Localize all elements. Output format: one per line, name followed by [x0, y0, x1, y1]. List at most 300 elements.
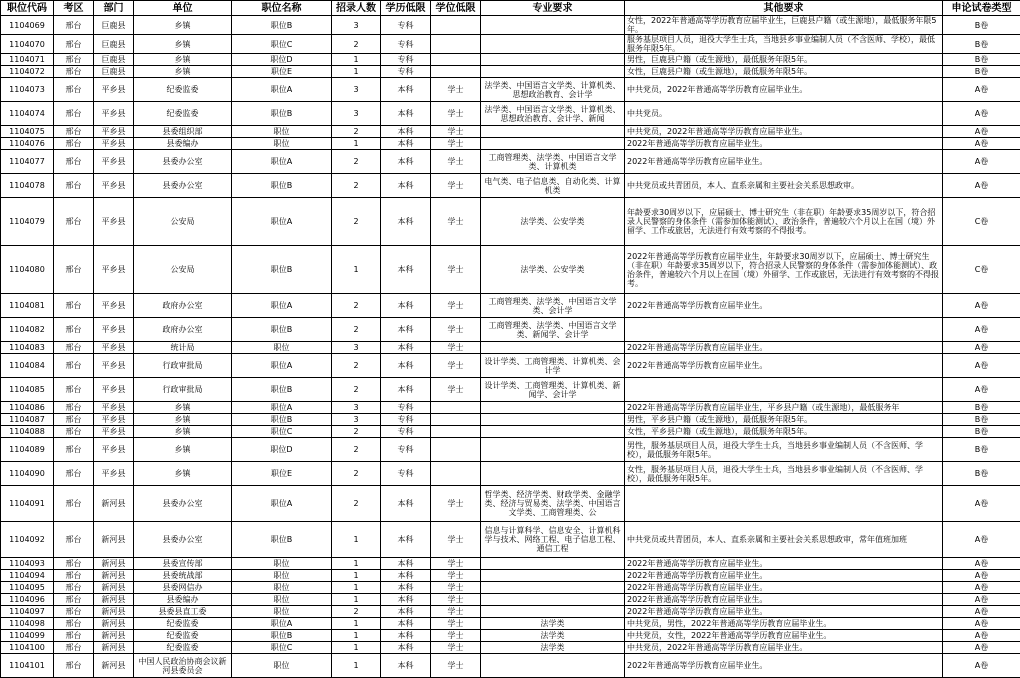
- cell-education: 专科: [381, 54, 431, 66]
- cell-other: 2022年普通高等学历教育应届毕业生。: [625, 138, 943, 150]
- cell-major: 工商管理类、法学类、中国语言文学类、会计学: [481, 294, 625, 318]
- table-row: [1, 642, 1020, 654]
- cell-position: 职位A: [232, 198, 332, 246]
- cell-degree: 学士: [431, 318, 481, 342]
- cell-count: 2: [332, 174, 381, 198]
- cell-other: 中共党员，2022年普通高等学历教育应届毕业生。: [625, 78, 943, 102]
- cell-major: 法学类、公安学类: [481, 246, 625, 294]
- cell-unit: 公安局: [134, 198, 232, 246]
- cell-other: 女性，2022年普通高等学历教育应届毕业生，巨鹿县户籍（或生源地），最低服务年限5年。: [625, 16, 943, 35]
- table-row: [1, 102, 1020, 126]
- cell-major: 信息与计算科学、信息安全、计算机科学与技术、网络工程、电子信息工程、通信工程: [481, 522, 625, 558]
- cell-unit: 乡镇: [134, 402, 232, 414]
- cell-unit: 纪委监委: [134, 78, 232, 102]
- cell-count: 1: [332, 654, 381, 678]
- cell-area: 邢台: [54, 378, 94, 402]
- cell-dept: 巨鹿县: [94, 54, 134, 66]
- cell-dept: 平乡县: [94, 318, 134, 342]
- cell-education: 本科: [381, 522, 431, 558]
- cell-paper: C卷: [943, 198, 1020, 246]
- cell-area: 邢台: [54, 486, 94, 522]
- cell-area: 邢台: [54, 558, 94, 570]
- cell-paper: B卷: [943, 462, 1020, 486]
- cell-position: 职位: [232, 582, 332, 594]
- cell-position: 职位A: [232, 486, 332, 522]
- cell-count: 1: [332, 138, 381, 150]
- cell-paper: A卷: [943, 294, 1020, 318]
- cell-unit: 乡镇: [134, 462, 232, 486]
- cell-code: 1104088: [1, 426, 54, 438]
- cell-major: [481, 606, 625, 618]
- cell-position: 职位B: [232, 522, 332, 558]
- table-row: [1, 570, 1020, 582]
- cell-paper: B卷: [943, 54, 1020, 66]
- table-row: [1, 354, 1020, 378]
- cell-education: 本科: [381, 174, 431, 198]
- cell-count: 2: [332, 426, 381, 438]
- cell-education: 专科: [381, 16, 431, 35]
- cell-code: 1104078: [1, 174, 54, 198]
- cell-dept: 巨鹿县: [94, 35, 134, 54]
- cell-unit: 中国人民政治协商会议新河县委员会: [134, 654, 232, 678]
- table-row: [1, 462, 1020, 486]
- cell-count: 2: [332, 378, 381, 402]
- cell-count: 3: [332, 342, 381, 354]
- table-row: [1, 174, 1020, 198]
- cell-count: 2: [332, 126, 381, 138]
- table-row: [1, 486, 1020, 522]
- cell-other: 2022年普通高等学历教育应届毕业生。: [625, 342, 943, 354]
- cell-paper: A卷: [943, 354, 1020, 378]
- cell-degree: [431, 54, 481, 66]
- cell-count: 2: [332, 198, 381, 246]
- cell-major: 法学类: [481, 630, 625, 642]
- cell-position: 职位D: [232, 438, 332, 462]
- cell-dept: 平乡县: [94, 174, 134, 198]
- cell-unit: 纪委监委: [134, 642, 232, 654]
- cell-major: [481, 558, 625, 570]
- cell-code: 1104089: [1, 438, 54, 462]
- table-row: [1, 426, 1020, 438]
- cell-education: 本科: [381, 582, 431, 594]
- cell-dept: 平乡县: [94, 438, 134, 462]
- cell-degree: [431, 426, 481, 438]
- cell-degree: [431, 414, 481, 426]
- table-row: [1, 522, 1020, 558]
- cell-area: 邢台: [54, 54, 94, 66]
- cell-position: 职位A: [232, 618, 332, 630]
- cell-dept: 巨鹿县: [94, 16, 134, 35]
- cell-dept: 平乡县: [94, 78, 134, 102]
- cell-area: 邢台: [54, 414, 94, 426]
- cell-unit: 县委编办: [134, 138, 232, 150]
- cell-paper: A卷: [943, 486, 1020, 522]
- table-row: [1, 558, 1020, 570]
- cell-paper: A卷: [943, 138, 1020, 150]
- table-row: [1, 618, 1020, 630]
- cell-major: [481, 54, 625, 66]
- cell-code: 1104070: [1, 35, 54, 54]
- cell-position: 职位B: [232, 414, 332, 426]
- cell-count: 1: [332, 558, 381, 570]
- cell-paper: A卷: [943, 78, 1020, 102]
- cell-area: 邢台: [54, 198, 94, 246]
- cell-major: 法学类: [481, 618, 625, 630]
- cell-area: 邢台: [54, 246, 94, 294]
- cell-code: 1104076: [1, 138, 54, 150]
- cell-other: 女性，巨鹿县户籍（或生源地），最低服务年限5年。: [625, 66, 943, 78]
- cell-education: 本科: [381, 570, 431, 582]
- table-row: [1, 438, 1020, 462]
- cell-major: 工商管理类、法学类、中国语言文学类、新闻学、会计学: [481, 318, 625, 342]
- cell-area: 邢台: [54, 438, 94, 462]
- cell-code: 1104095: [1, 582, 54, 594]
- cell-position: 职位: [232, 594, 332, 606]
- cell-degree: 学士: [431, 342, 481, 354]
- cell-paper: A卷: [943, 642, 1020, 654]
- table-row: [1, 318, 1020, 342]
- table-row: [1, 378, 1020, 402]
- cell-other: 中共党员，女性，2022年普通高等学历教育应届毕业生。: [625, 630, 943, 642]
- cell-unit: 统计局: [134, 342, 232, 354]
- cell-unit: 乡镇: [134, 414, 232, 426]
- table-row: [1, 16, 1020, 35]
- cell-dept: 平乡县: [94, 402, 134, 414]
- cell-education: 本科: [381, 354, 431, 378]
- cell-code: 1104074: [1, 102, 54, 126]
- cell-position: 职位B: [232, 378, 332, 402]
- cell-paper: A卷: [943, 174, 1020, 198]
- cell-position: 职位B: [232, 102, 332, 126]
- cell-area: 邢台: [54, 342, 94, 354]
- cell-paper: B卷: [943, 402, 1020, 414]
- cell-count: 1: [332, 582, 381, 594]
- cell-major: 法学类、中国语言文学类、计算机类、思想政治教育、会计学: [481, 78, 625, 102]
- col-header-other: 其他要求: [625, 1, 943, 16]
- cell-position: 职位B: [232, 318, 332, 342]
- cell-position: 职位C: [232, 35, 332, 54]
- cell-degree: [431, 402, 481, 414]
- cell-dept: 新河县: [94, 522, 134, 558]
- cell-education: 本科: [381, 126, 431, 138]
- cell-degree: 学士: [431, 378, 481, 402]
- cell-unit: 行政审批局: [134, 378, 232, 402]
- cell-count: 1: [332, 66, 381, 78]
- cell-major: [481, 126, 625, 138]
- col-header-major: 专业要求: [481, 1, 625, 16]
- cell-position: 职位A: [232, 402, 332, 414]
- cell-major: [481, 426, 625, 438]
- cell-other: 服务基层项目人员，退役大学生士兵，当地县乡事业编制人员（不含医师、学校），最低服务年限5年。: [625, 35, 943, 54]
- cell-area: 邢台: [54, 570, 94, 582]
- table-row: [1, 78, 1020, 102]
- cell-code: 1104072: [1, 66, 54, 78]
- cell-position: 职位: [232, 606, 332, 618]
- cell-code: 1104097: [1, 606, 54, 618]
- cell-other: 2022年普通高等学历教育应届毕业生。: [625, 150, 943, 174]
- cell-education: 专科: [381, 35, 431, 54]
- cell-count: 1: [332, 618, 381, 630]
- cell-unit: 县委编办: [134, 594, 232, 606]
- cell-unit: 政府办公室: [134, 318, 232, 342]
- cell-area: 邢台: [54, 102, 94, 126]
- cell-other: 男性，巨鹿县户籍（或生源地），最低服务年限5年。: [625, 54, 943, 66]
- header-row: [1, 1, 1020, 16]
- cell-dept: 新河县: [94, 630, 134, 642]
- cell-major: 法学类: [481, 642, 625, 654]
- col-header-education: 学历低限: [381, 1, 431, 16]
- cell-education: 本科: [381, 102, 431, 126]
- cell-position: 职位B: [232, 246, 332, 294]
- cell-area: 邢台: [54, 318, 94, 342]
- cell-degree: [431, 35, 481, 54]
- table-row: [1, 126, 1020, 138]
- cell-paper: B卷: [943, 438, 1020, 462]
- cell-dept: 新河县: [94, 582, 134, 594]
- cell-degree: 学士: [431, 354, 481, 378]
- cell-dept: 平乡县: [94, 294, 134, 318]
- cell-dept: 新河县: [94, 558, 134, 570]
- col-header-degree: 学位低限: [431, 1, 481, 16]
- cell-position: 职位C: [232, 642, 332, 654]
- cell-major: 哲学类、经济学类、财政学类、金融学类、经济与贸易类、法学类、中国语言文学类、工商管理类、公: [481, 486, 625, 522]
- cell-position: 职位A: [232, 78, 332, 102]
- cell-count: 1: [332, 246, 381, 294]
- cell-degree: 学士: [431, 150, 481, 174]
- cell-other: 2022年普通高等学历教育应届毕业生。: [625, 606, 943, 618]
- cell-code: 1104093: [1, 558, 54, 570]
- cell-count: 1: [332, 594, 381, 606]
- cell-count: 1: [332, 54, 381, 66]
- cell-code: 1104077: [1, 150, 54, 174]
- cell-code: 1104084: [1, 354, 54, 378]
- cell-major: [481, 582, 625, 594]
- cell-code: 1104086: [1, 402, 54, 414]
- cell-degree: 学士: [431, 630, 481, 642]
- cell-degree: 学士: [431, 606, 481, 618]
- cell-unit: 县委县直工委: [134, 606, 232, 618]
- table-row: [1, 66, 1020, 78]
- cell-education: 本科: [381, 654, 431, 678]
- cell-paper: A卷: [943, 102, 1020, 126]
- cell-code: 1104090: [1, 462, 54, 486]
- cell-dept: 平乡县: [94, 354, 134, 378]
- cell-unit: 县委办公室: [134, 522, 232, 558]
- cell-unit: 县委宣传部: [134, 558, 232, 570]
- cell-education: 本科: [381, 378, 431, 402]
- cell-other: 中共党员，2022年普通高等学历教育应届毕业生。: [625, 642, 943, 654]
- table-row: [1, 150, 1020, 174]
- cell-degree: 学士: [431, 570, 481, 582]
- cell-paper: B卷: [943, 426, 1020, 438]
- cell-unit: 乡镇: [134, 16, 232, 35]
- cell-dept: 平乡县: [94, 342, 134, 354]
- cell-code: 1104073: [1, 78, 54, 102]
- cell-count: 3: [332, 102, 381, 126]
- cell-major: [481, 462, 625, 486]
- table-row: [1, 198, 1020, 246]
- cell-unit: 县委组织部: [134, 126, 232, 138]
- cell-unit: 县委办公室: [134, 150, 232, 174]
- cell-count: 1: [332, 642, 381, 654]
- cell-count: 3: [332, 16, 381, 35]
- cell-paper: A卷: [943, 594, 1020, 606]
- cell-major: [481, 402, 625, 414]
- cell-count: 1: [332, 570, 381, 582]
- cell-paper: A卷: [943, 150, 1020, 174]
- cell-education: 专科: [381, 402, 431, 414]
- cell-position: 职位B: [232, 630, 332, 642]
- cell-education: 本科: [381, 594, 431, 606]
- cell-other: [625, 486, 943, 522]
- cell-degree: 学士: [431, 522, 481, 558]
- table-row: [1, 246, 1020, 294]
- col-header-area: 考区: [54, 1, 94, 16]
- table-row: [1, 582, 1020, 594]
- cell-position: 职位B: [232, 16, 332, 35]
- cell-paper: B卷: [943, 35, 1020, 54]
- cell-other: 中共党员或共青团员，本人、直系亲属和主要社会关系思想政审。: [625, 174, 943, 198]
- table-row: [1, 54, 1020, 66]
- cell-code: 1104091: [1, 486, 54, 522]
- cell-code: 1104075: [1, 126, 54, 138]
- cell-paper: A卷: [943, 570, 1020, 582]
- table-row: [1, 594, 1020, 606]
- cell-position: 职位E: [232, 462, 332, 486]
- cell-paper: A卷: [943, 558, 1020, 570]
- cell-dept: 新河县: [94, 486, 134, 522]
- cell-dept: 平乡县: [94, 150, 134, 174]
- cell-degree: 学士: [431, 126, 481, 138]
- cell-degree: 学士: [431, 138, 481, 150]
- cell-education: 专科: [381, 426, 431, 438]
- cell-position: 职位D: [232, 54, 332, 66]
- cell-code: 1104071: [1, 54, 54, 66]
- cell-major: [481, 66, 625, 78]
- table-row: [1, 35, 1020, 54]
- cell-education: 专科: [381, 462, 431, 486]
- cell-education: 本科: [381, 486, 431, 522]
- cell-other: 年龄要求30周岁以下，应届硕士、博士研究生（非在职）年龄要求35周岁以下，符合招录人民警察的身体条件（需参加体能测试）、政治条件，普遍较六个月以上在国（境）外留学、工作或旅居，无法进行有效考察的不得报考。: [625, 198, 943, 246]
- cell-area: 邢台: [54, 594, 94, 606]
- cell-area: 邢台: [54, 78, 94, 102]
- cell-education: 本科: [381, 342, 431, 354]
- cell-area: 邢台: [54, 402, 94, 414]
- cell-other: 女性，服务基层项目人员，退役大学生士兵，当地县乡事业编制人员（不含医师、学校），最低服务年限5年。: [625, 462, 943, 486]
- table-row: [1, 654, 1020, 678]
- cell-dept: 新河县: [94, 570, 134, 582]
- cell-unit: 行政审批局: [134, 354, 232, 378]
- cell-degree: 学士: [431, 654, 481, 678]
- cell-degree: [431, 438, 481, 462]
- table-row: [1, 606, 1020, 618]
- cell-code: 1104096: [1, 594, 54, 606]
- cell-dept: 平乡县: [94, 198, 134, 246]
- cell-count: 2: [332, 606, 381, 618]
- cell-count: 2: [332, 150, 381, 174]
- cell-dept: 平乡县: [94, 246, 134, 294]
- cell-dept: 平乡县: [94, 426, 134, 438]
- cell-area: 邢台: [54, 642, 94, 654]
- cell-other: [625, 318, 943, 342]
- cell-unit: 纪委监委: [134, 618, 232, 630]
- cell-count: 2: [332, 354, 381, 378]
- cell-major: 设计学类、工商管理类、计算机类、会计学: [481, 354, 625, 378]
- cell-count: 3: [332, 78, 381, 102]
- col-header-unit: 单位: [134, 1, 232, 16]
- cell-paper: A卷: [943, 126, 1020, 138]
- cell-code: 1104079: [1, 198, 54, 246]
- cell-other: 2022年普通高等学历教育应届毕业生。: [625, 354, 943, 378]
- cell-other: 中共党员，男性，2022年普通高等学历教育应届毕业生。: [625, 618, 943, 630]
- cell-other: 2022年普通高等学历教育应届毕业生。: [625, 294, 943, 318]
- cell-degree: [431, 462, 481, 486]
- cell-position: 职位B: [232, 174, 332, 198]
- cell-degree: [431, 16, 481, 35]
- cell-count: 1: [332, 630, 381, 642]
- cell-count: 2: [332, 35, 381, 54]
- cell-paper: A卷: [943, 318, 1020, 342]
- cell-area: 邢台: [54, 630, 94, 642]
- cell-area: 邢台: [54, 35, 94, 54]
- table-row: [1, 414, 1020, 426]
- cell-area: 邢台: [54, 522, 94, 558]
- cell-other: 2022年普通高等学历教育应届毕业生，平乡县户籍（或生源地），最低服务年: [625, 402, 943, 414]
- cell-major: [481, 414, 625, 426]
- cell-dept: 新河县: [94, 654, 134, 678]
- cell-position: 职位: [232, 342, 332, 354]
- cell-major: 电气类、电子信息类、自动化类、计算机类: [481, 174, 625, 198]
- cell-area: 邢台: [54, 150, 94, 174]
- cell-paper: A卷: [943, 378, 1020, 402]
- table-row: [1, 342, 1020, 354]
- cell-code: 1104092: [1, 522, 54, 558]
- cell-position: 职位: [232, 126, 332, 138]
- col-header-position: 职位名称: [232, 1, 332, 16]
- cell-position: 职位: [232, 654, 332, 678]
- cell-major: 法学类、公安学类: [481, 198, 625, 246]
- cell-area: 邢台: [54, 654, 94, 678]
- cell-dept: 平乡县: [94, 414, 134, 426]
- cell-unit: 县委网信办: [134, 582, 232, 594]
- cell-position: 职位A: [232, 150, 332, 174]
- cell-education: 本科: [381, 246, 431, 294]
- cell-area: 邢台: [54, 16, 94, 35]
- cell-education: 专科: [381, 414, 431, 426]
- cell-dept: 平乡县: [94, 138, 134, 150]
- cell-education: 本科: [381, 558, 431, 570]
- cell-area: 邢台: [54, 618, 94, 630]
- cell-major: [481, 654, 625, 678]
- col-header-dept: 部门: [94, 1, 134, 16]
- cell-education: 本科: [381, 138, 431, 150]
- cell-degree: 学士: [431, 582, 481, 594]
- cell-other: 2022年普通高等学历教育应届毕业生，年龄要求30周岁以下，应届硕士、博士研究生（非在职）年龄要求35周岁以下，符合招录人民警察的身体条件（需参加体能测试）、政治条件，普遍较六个月以上在国（境）外留学、工作或旅居，无法进行有效考察的不得报考。: [625, 246, 943, 294]
- cell-count: 2: [332, 486, 381, 522]
- cell-paper: A卷: [943, 342, 1020, 354]
- cell-degree: 学士: [431, 558, 481, 570]
- cell-degree: 学士: [431, 486, 481, 522]
- cell-major: [481, 438, 625, 462]
- cell-position: 职位: [232, 558, 332, 570]
- cell-dept: 平乡县: [94, 378, 134, 402]
- cell-count: 2: [332, 294, 381, 318]
- col-header-paper: 申论试卷类型: [943, 1, 1020, 16]
- cell-degree: 学士: [431, 618, 481, 630]
- cell-major: 设计学类、工商管理类、计算机类、新闻学、会计学: [481, 378, 625, 402]
- table-row: [1, 294, 1020, 318]
- cell-other: 男性，服务基层项目人员，退役大学生士兵，当地县乡事业编制人员（不含医师、学校），最低服务年限5年。: [625, 438, 943, 462]
